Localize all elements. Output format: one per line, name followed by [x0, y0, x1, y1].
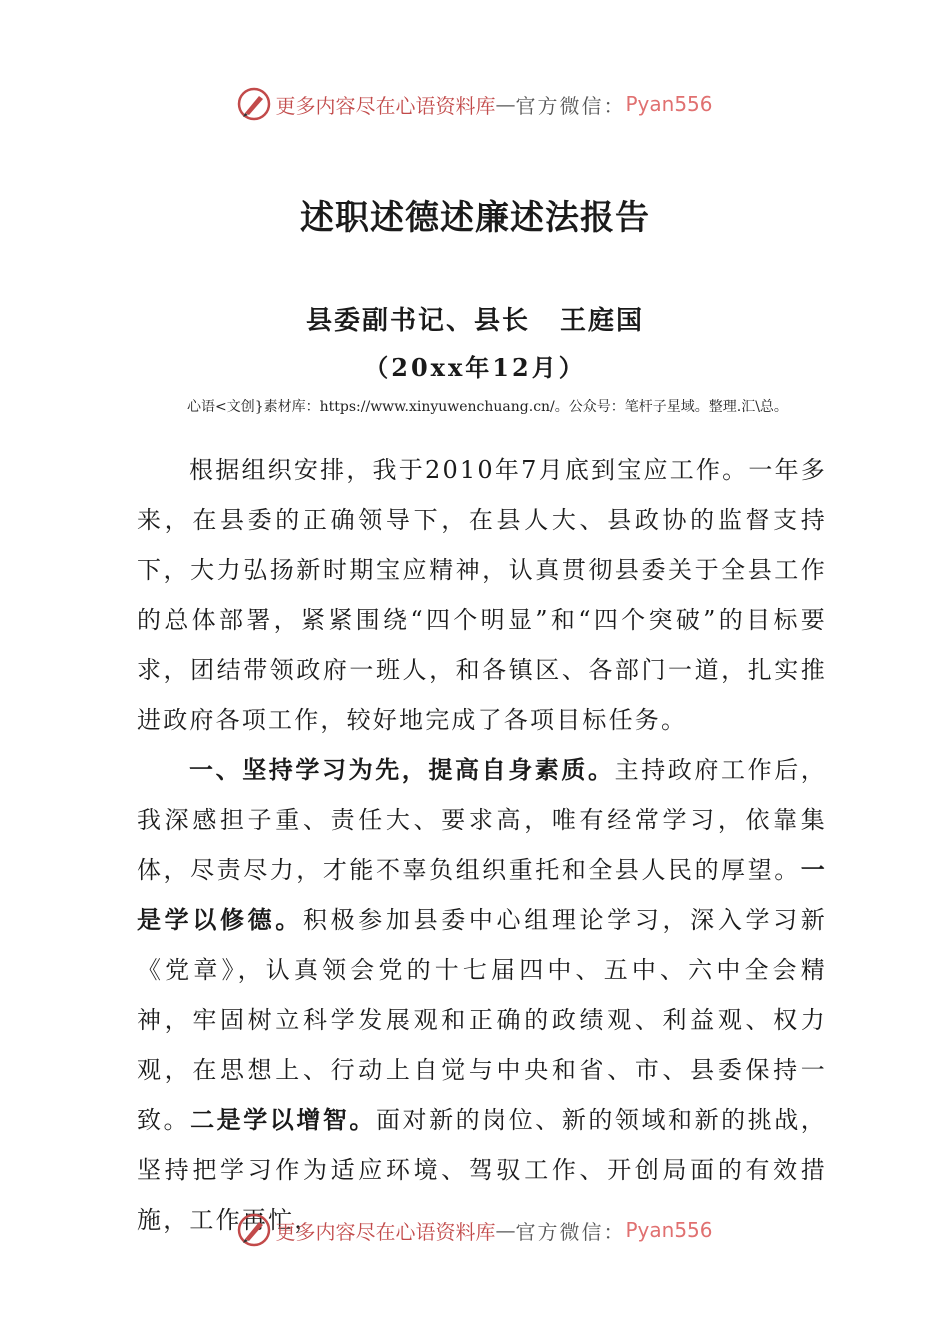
paragraph-text: 根据组织安排，我于2010年7月底到宝应工作。一年多来，在县委的正确领导下，在县人大、县政协的监督支持下，大力弘扬新时期宝应精神，认真贯彻县委关于全县工作的总体部署，紧紧围绕“四个明显”和“四个突破”的目标要求，团结带领政府一班人，和各镇区、各部门一道，扎实推进政府各项工作，较好地完成了各项目标任务。 — [137, 456, 827, 734]
watermark-site-text: 更多内容尽在心语资料库 — [275, 93, 496, 118]
watermark-wechat-id: Pyan556 — [625, 92, 713, 116]
paragraph-text: 积极参加县委中心组理论学习，深入学习新《党章》，认真领会党的十七届四中、五中、六中全会精神，牢固树立科学发展观和正确的政绩观、利益观、权力观，在思想上、行动上自觉与中央和省、市、县委保持一致。 — [137, 906, 827, 1134]
author-role: 县委副书记、县长 — [305, 306, 530, 336]
document-date: （20xx年12月） — [364, 353, 586, 382]
author-line — [0, 300, 950, 337]
watermark-wechat-label: 官方微信： — [515, 93, 626, 118]
author-name: 王庭国 — [560, 306, 645, 336]
watermark-wechat-label: 官方微信： — [515, 1219, 626, 1244]
watermark-wechat-id: Pyan556 — [625, 1218, 713, 1242]
paragraph — [137, 745, 827, 1245]
pen-logo-icon — [237, 87, 271, 121]
watermark-banner-bottom — [0, 1210, 950, 1250]
point-label: 一是学以修德。 — [137, 856, 827, 934]
watermark-separator: — — [495, 92, 516, 116]
watermark-separator: — — [495, 1218, 516, 1242]
paragraph-text: 面对新的岗位、新的领域和新的挑战，坚持把学习作为适应环境、驾驭工作、开创局面的有效措施，工作再忙， — [137, 1106, 827, 1234]
point-label: 二是学以增智。 — [190, 1106, 376, 1134]
section-heading: 一、坚持学习为先，提高自身素质。 — [189, 756, 615, 784]
watermark-site-text: 更多内容尽在心语资料库 — [275, 1219, 496, 1244]
document-body — [137, 445, 827, 1245]
source-note: 心语<文创}素材库：https://www.xinyuwenchuang.cn/。公众号：笔杆子星域。整理.汇\总。 — [187, 399, 788, 415]
paragraph — [137, 445, 827, 745]
paragraph-text: 主持政府工作后，我深感担子重、责任大、要求高，唯有经常学习，依靠集体，尽责尽力，才能不辜负组织重托和全县人民的厚望。 — [137, 756, 827, 884]
pen-logo-icon — [237, 1213, 271, 1247]
document-title: 述职述德述廉述法报告 — [300, 198, 650, 238]
watermark-banner-top — [0, 84, 950, 124]
